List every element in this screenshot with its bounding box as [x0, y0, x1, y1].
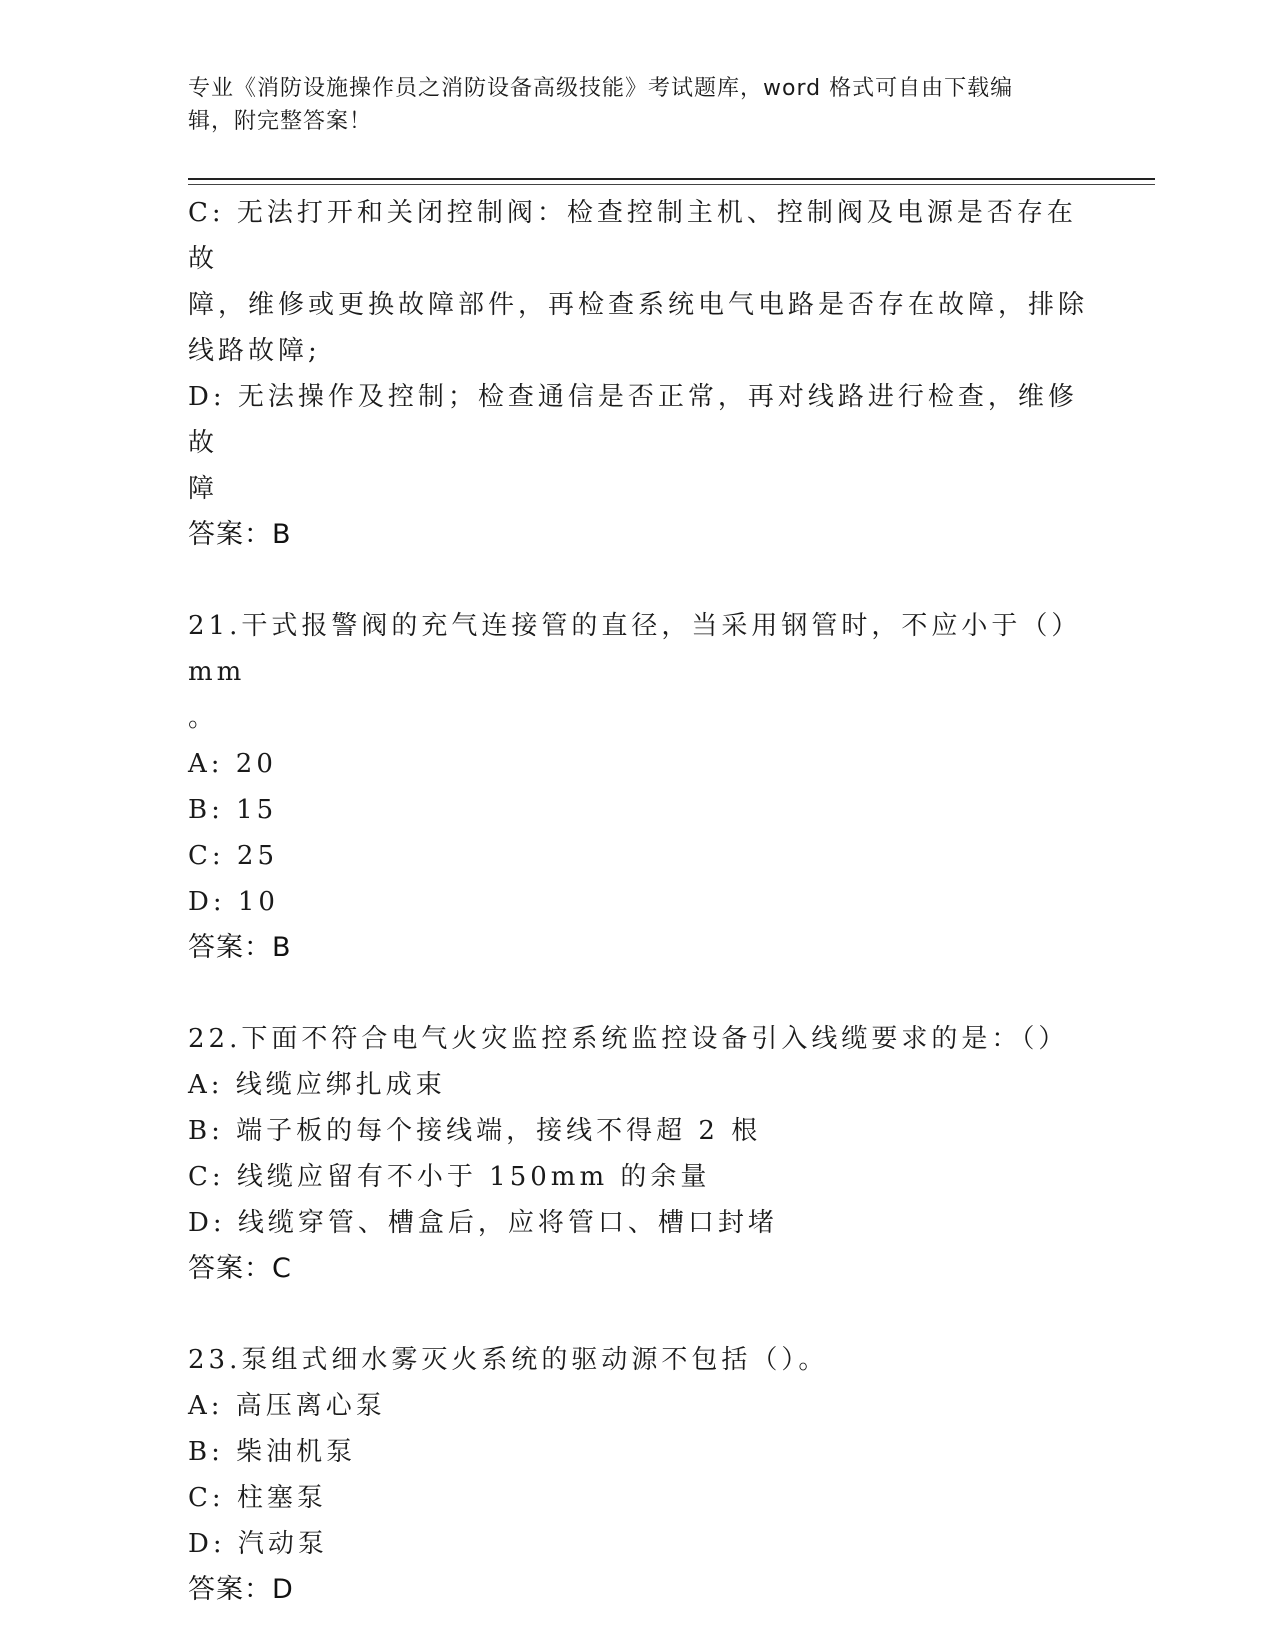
answer-label: 答案：D	[188, 1574, 294, 1605]
answer-label: 答案：B	[188, 932, 292, 963]
option-c-line: 线路故障;	[188, 336, 321, 366]
option-c: C: 线缆应留有不小于 150mm 的余量	[188, 1162, 711, 1192]
option-c: C: 25	[188, 841, 279, 871]
question-stem: 。	[188, 703, 219, 733]
answer-label: 答案：C	[188, 1253, 292, 1284]
option-a: A: 20	[188, 749, 277, 779]
question-stem: 22.下面不符合电气火灾监控系统监控设备引入线缆要求的是：（）	[188, 1024, 1069, 1054]
option-c-line: 障，维修或更换故障部件，再检查系统电气电路是否存在故障，排除	[188, 290, 1089, 320]
prev-question-continuation	[188, 190, 1088, 558]
option-c-line: C: 无法打开和关闭控制阀：检查控制主机、控制阀及电源是否存在故	[188, 198, 1077, 274]
option-b: B: 15	[188, 795, 278, 825]
question-23	[188, 1337, 1088, 1613]
header-line-2: 辑，附完整答案！	[188, 109, 373, 134]
question-21	[188, 603, 1088, 971]
option-d: D: 线缆穿管、槽盒后，应将管口、槽口封堵	[188, 1208, 778, 1238]
option-a: A: 高压离心泵	[188, 1391, 386, 1421]
header-line-1: 专业《消防设施操作员之消防设备高级技能》考试题库，word 格式可自由下载编	[188, 76, 1014, 101]
option-d-line: 障	[188, 474, 219, 504]
header-rule-thick	[188, 178, 1155, 180]
option-d: D: 汽动泵	[188, 1529, 328, 1559]
header-rule-thin	[188, 184, 1155, 185]
option-c: C: 柱塞泵	[188, 1483, 327, 1513]
option-d: D: 10	[188, 887, 279, 917]
page-header	[188, 72, 1088, 138]
option-a: A: 线缆应绑扎成束	[188, 1070, 446, 1100]
answer-label: 答案：B	[188, 519, 292, 550]
option-b: B: 端子板的每个接线端，接线不得超 2 根	[188, 1116, 762, 1146]
question-stem: 23.泵组式细水雾灭火系统的驱动源不包括（）。	[188, 1345, 829, 1375]
question-content	[188, 190, 1088, 1613]
question-stem: 21.干式报警阀的充气连接管的直径，当采用钢管时，不应小于（）mm	[188, 611, 1082, 687]
option-b: B: 柴油机泵	[188, 1437, 357, 1467]
option-d-line: D: 无法操作及控制；检查通信是否正常，再对线路进行检查，维修故	[188, 382, 1078, 458]
question-22	[188, 1016, 1088, 1292]
